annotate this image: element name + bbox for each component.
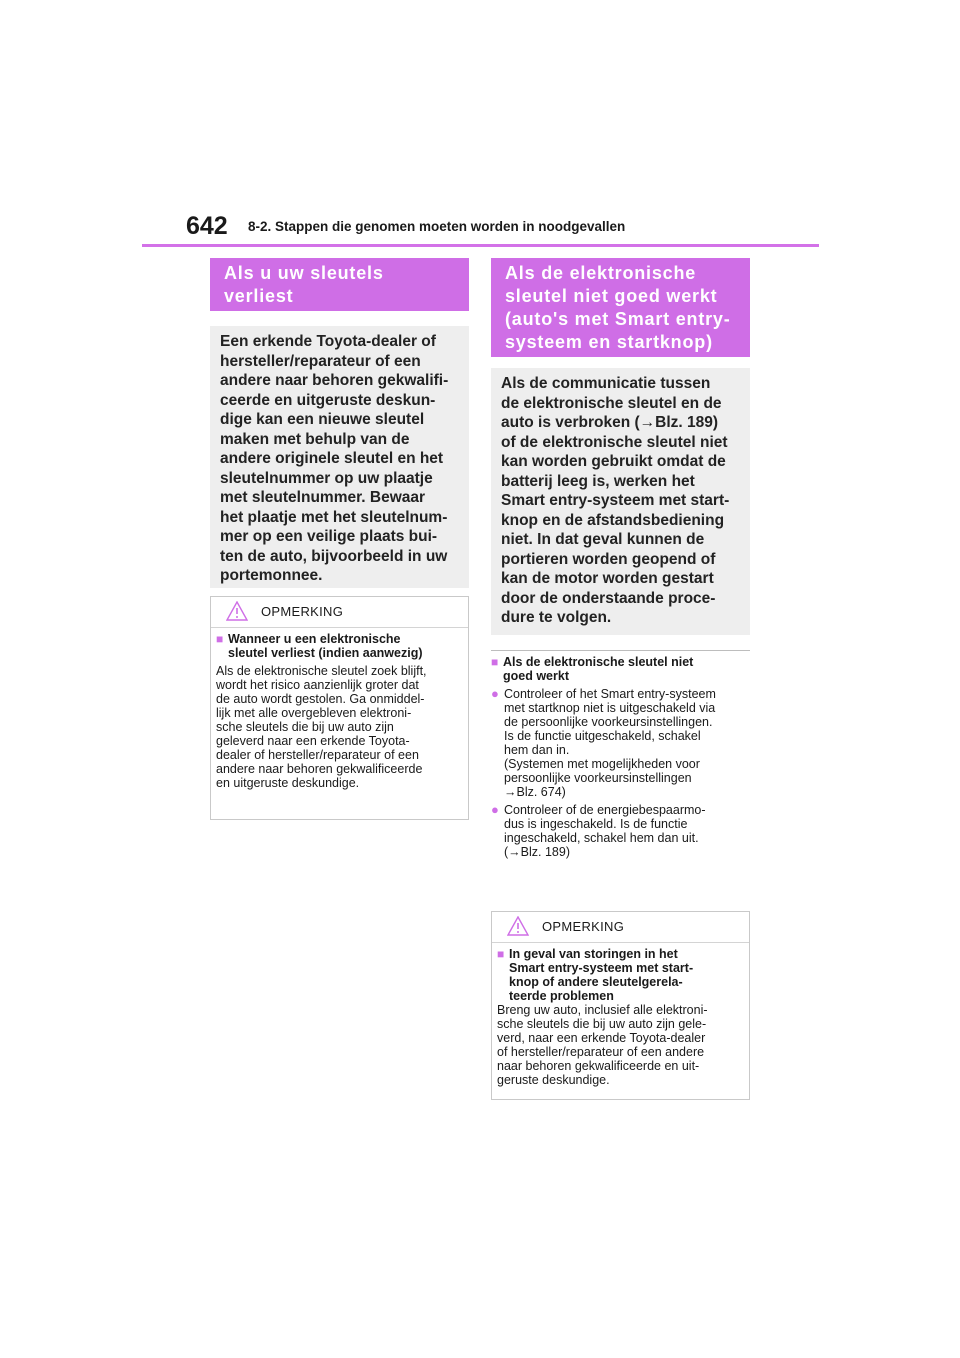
- note-heading-line: sleutel verliest (indien aanwezig): [228, 646, 423, 660]
- note-label: OPMERKING: [261, 604, 344, 619]
- square-bullet-icon: ■: [216, 632, 224, 646]
- left-info-line: ten de auto, bijvoorbeeld in uw: [220, 547, 448, 565]
- warning-icon: [226, 601, 248, 621]
- list-item-line: met startknop niet is uitgeschakeld via: [504, 701, 716, 715]
- note-heading: [497, 947, 744, 1003]
- note-body-line: geruste deskundige.: [497, 1073, 610, 1087]
- header-rule: [142, 244, 819, 247]
- right-info-line: dure te volgen.: [501, 609, 612, 626]
- right-info-line: of de elektronische sleutel niet: [501, 433, 728, 451]
- right-heading-line: systeem en startknop): [505, 332, 713, 352]
- note-header: [492, 912, 749, 943]
- list-item-line: Controleer of de energiebespaarmo-: [504, 803, 706, 817]
- right-info-line: Als de communicatie tussen: [501, 375, 711, 392]
- circle-bullet-icon: ●: [491, 802, 499, 817]
- left-heading-line: Als u uw sleutels: [224, 263, 384, 283]
- left-note-box: [210, 596, 469, 820]
- left-info-line: andere originele sleutel en het: [220, 450, 444, 467]
- note-body-line: lijk met alle overgebleven elektroni-: [216, 706, 412, 720]
- note-body: [211, 628, 468, 796]
- left-info-line: hersteller/reparateur of een: [220, 352, 421, 370]
- right-info-line: niet. In dat geval kunnen de: [501, 531, 705, 548]
- list-item-line: Controleer of het Smart entry-systeem: [504, 687, 716, 701]
- list-heading-line: goed werkt: [503, 669, 569, 683]
- note-body-line: of hersteller/reparateur of een andere: [497, 1045, 705, 1059]
- list-item-line: (Systemen met mogelijkheden voor: [504, 757, 700, 771]
- list-item-line: →Blz. 674): [504, 785, 566, 799]
- left-info-line: maken met behulp van de: [220, 430, 410, 448]
- square-bullet-icon: ■: [497, 947, 505, 961]
- left-info-line: dige kan een nieuwe sleutel: [220, 411, 425, 428]
- circle-bullet-icon: ●: [491, 686, 499, 701]
- note-heading: [216, 632, 463, 660]
- note-body-line: Als de elektronische sleutel zoek blijft,: [216, 664, 427, 678]
- note-body-line: sche sleutels die bij uw auto zijn gele-: [497, 1017, 707, 1031]
- right-info-line: knop en de afstandsbediening: [501, 511, 725, 529]
- right-info-line: de elektronische sleutel en de: [501, 394, 722, 412]
- warning-icon: [507, 916, 529, 936]
- note-body-line: andere naar behoren gekwalificeerde: [216, 762, 423, 776]
- note-body-line: verd, naar een erkende Toyota-dealer: [497, 1031, 706, 1045]
- note-body-line: sche sleutels die bij uw auto zijn: [216, 720, 394, 734]
- left-info-line: het plaatje met het sleutelnum-: [220, 508, 448, 526]
- note-body-line: dealer of hersteller/reparateur of een: [216, 748, 419, 762]
- list-item-line: Is de functie uitgeschakeld, schakel: [504, 729, 701, 743]
- list-item-line: hem dan in.: [504, 743, 570, 757]
- left-info-box: [210, 326, 469, 588]
- note-body-line: naar behoren gekwalificeerde en uit-: [497, 1059, 700, 1073]
- note-body-line: wordt het risico aanzienlijk groter dat: [216, 678, 419, 692]
- note-heading-line: In geval van storingen in het: [509, 947, 678, 961]
- right-heading-box: [491, 258, 750, 357]
- list-item-line: ingeschakeld, schakel hem dan uit.: [504, 831, 699, 845]
- left-info-line: ceerde en uitgeruste deskun-: [220, 391, 436, 409]
- right-info-line: batterij leeg is, werken het: [501, 472, 695, 490]
- list-item-line: de persoonlijke voorkeursinstellingen.: [504, 715, 713, 729]
- note-heading-line: Wanneer u een elektronische: [228, 632, 401, 646]
- left-info-line: Een erkende Toyota-dealer of: [220, 333, 436, 350]
- right-heading-line: Als de elektronische: [505, 263, 697, 283]
- left-info-line: portemonnee.: [220, 567, 323, 584]
- left-heading-box: [210, 258, 469, 311]
- right-info-line: auto is verbroken (→Blz. 189): [501, 414, 719, 431]
- note-header: [211, 597, 468, 628]
- divider: [491, 650, 750, 651]
- list-item-line: persoonlijke voorkeursinstellingen: [504, 771, 692, 785]
- note-label: OPMERKING: [542, 919, 625, 934]
- right-info-line: portieren worden geopend of: [501, 550, 716, 568]
- right-info-line: Smart entry-systeem met start-: [501, 492, 730, 509]
- list-heading: [491, 655, 750, 683]
- left-info-line: sleutelnummer op uw plaatje: [220, 469, 433, 487]
- note-body-line: Breng uw auto, inclusief alle elektroni-: [497, 1003, 708, 1017]
- note-heading-line: Smart entry-systeem met start-: [509, 961, 694, 975]
- right-heading-line: sleutel niet goed werkt: [505, 286, 718, 306]
- list-item: [491, 687, 750, 799]
- note-heading-line: teerde problemen: [509, 989, 614, 1003]
- note-body-line: geleverd naar een erkende Toyota-: [216, 734, 410, 748]
- list-item: [491, 803, 750, 859]
- left-info-line: met sleutelnummer. Bewaar: [220, 489, 426, 506]
- list-item-line: (→Blz. 189): [504, 845, 570, 859]
- list-heading-line: Als de elektronische sleutel niet: [503, 655, 694, 669]
- square-bullet-icon: ■: [491, 655, 499, 669]
- section-title: 8-2. Stappen die genomen moeten worden in noodgevallen: [248, 219, 626, 234]
- note-body-line: de auto wordt gestolen. Ga onmiddel-: [216, 692, 425, 706]
- right-note-box: [491, 911, 750, 1100]
- left-info-line: mer op een veilige plaats bui-: [220, 528, 438, 545]
- right-info-line: kan worden gebruikt omdat de: [501, 453, 726, 470]
- note-body-line: en uitgeruste deskundige.: [216, 776, 360, 790]
- right-heading-line: (auto's met Smart entry-: [505, 309, 731, 329]
- note-heading-line: knop of andere sleutelgerela-: [509, 975, 683, 989]
- note-body: [492, 943, 749, 1093]
- right-info-line: door de onderstaande proce-: [501, 589, 716, 607]
- right-info-box: [491, 368, 750, 635]
- right-info-line: kan de motor worden gestart: [501, 570, 714, 587]
- page-number: 642: [186, 212, 228, 240]
- left-heading-line: verliest: [224, 286, 294, 306]
- troubleshoot-list: [491, 650, 750, 859]
- list-item-line: dus is ingeschakeld. Is de functie: [504, 817, 688, 831]
- left-info-line: andere naar behoren gekwalifi-: [220, 372, 449, 389]
